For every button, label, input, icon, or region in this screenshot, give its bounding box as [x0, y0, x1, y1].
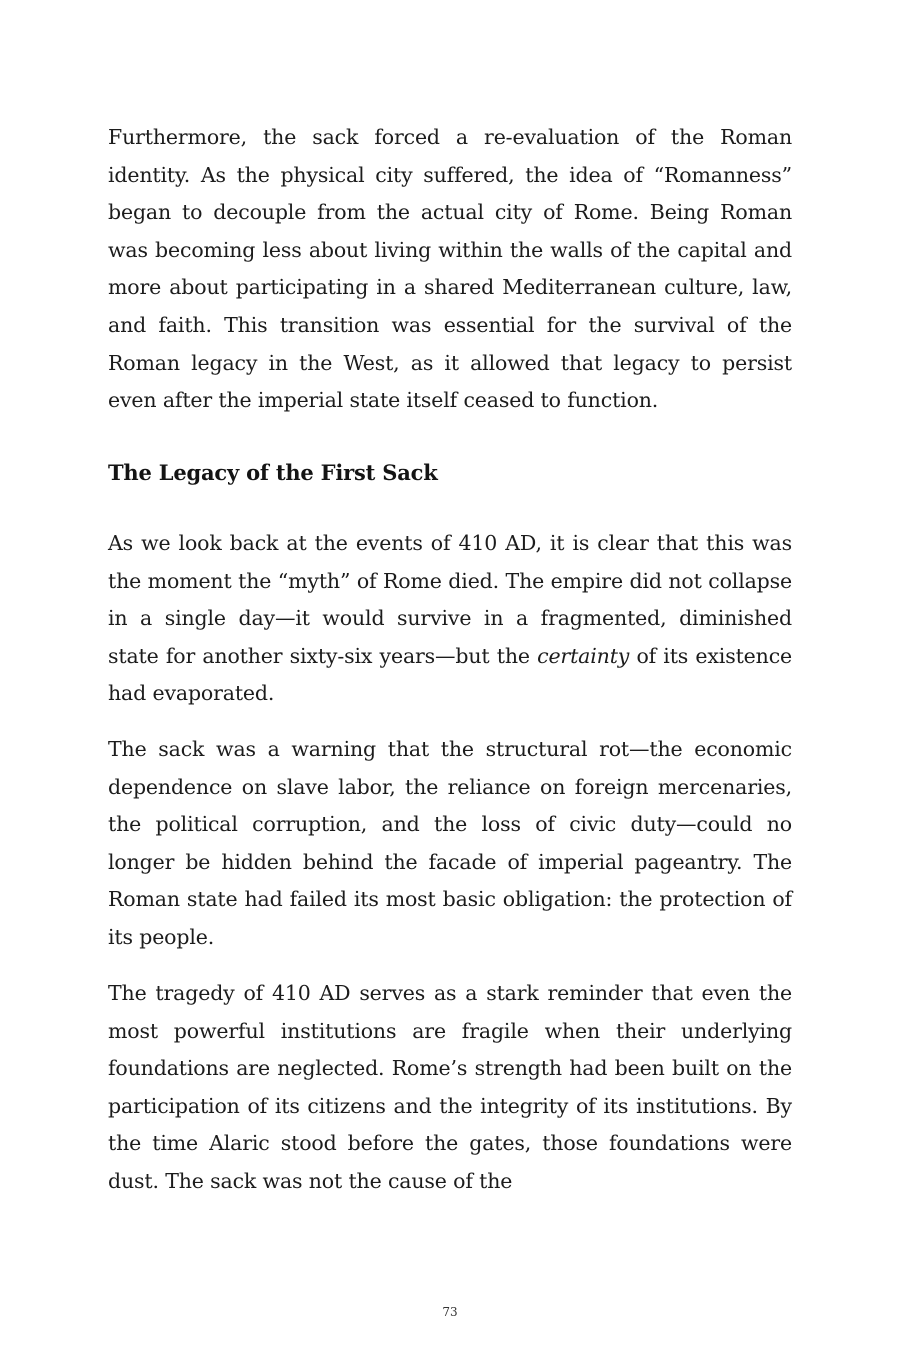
paragraph-structural-rot: The sack was a warning that the structural rot—the economic dependence on slave labor, the reliance on foreign mercenaries, the political corruption, and the loss of civic duty—could no longer be hidden behind the facade of imperial pageantry. The Roman state had failed its most basic obligation: the protection of its people.: [108, 737, 792, 949]
paragraph-tragedy: The tragedy of 410 AD serves as a stark reminder that even the most powerful institutions are fragile when their underlying foundations are neglected. Rome’s strength had been built on the participation of its citizens and the integrity of its institutions. By the time Alaric stood before the gates, those foundations were dust. The sack was not the cause of the: [108, 981, 792, 1193]
section-heading: The Legacy of the First Sack: [108, 460, 438, 485]
paragraph-text-before-emphasis: As we look back at the events of 410 AD, it is clear that this was the moment the “myth” of Rome died. The empire did not collapse in a single day—it would survive in a fragmented, diminished state for another sixty-six years—but the: [108, 531, 792, 668]
paragraph-romanness: Furthermore, the sack forced a re-evaluation of the Roman identity. As the physical city suffered, the idea of “Romanness” began to decouple from the actual city of Rome. Being Roman was becoming less about living within the walls of the capital and more about participating in a shared Mediterranean culture, law, and faith. This transition was essential for the survival of the Roman legacy in the West, as it allowed that legacy to persist even after the imperial state itself ceased to function.: [108, 125, 792, 413]
paragraph-myth-of-rome: [108, 525, 792, 713]
paragraph-text-after-emphasis: of its existence had evaporated.: [108, 643, 793, 706]
emphasized-word: certainty: [537, 643, 630, 668]
page-number: 73: [442, 1305, 458, 1319]
